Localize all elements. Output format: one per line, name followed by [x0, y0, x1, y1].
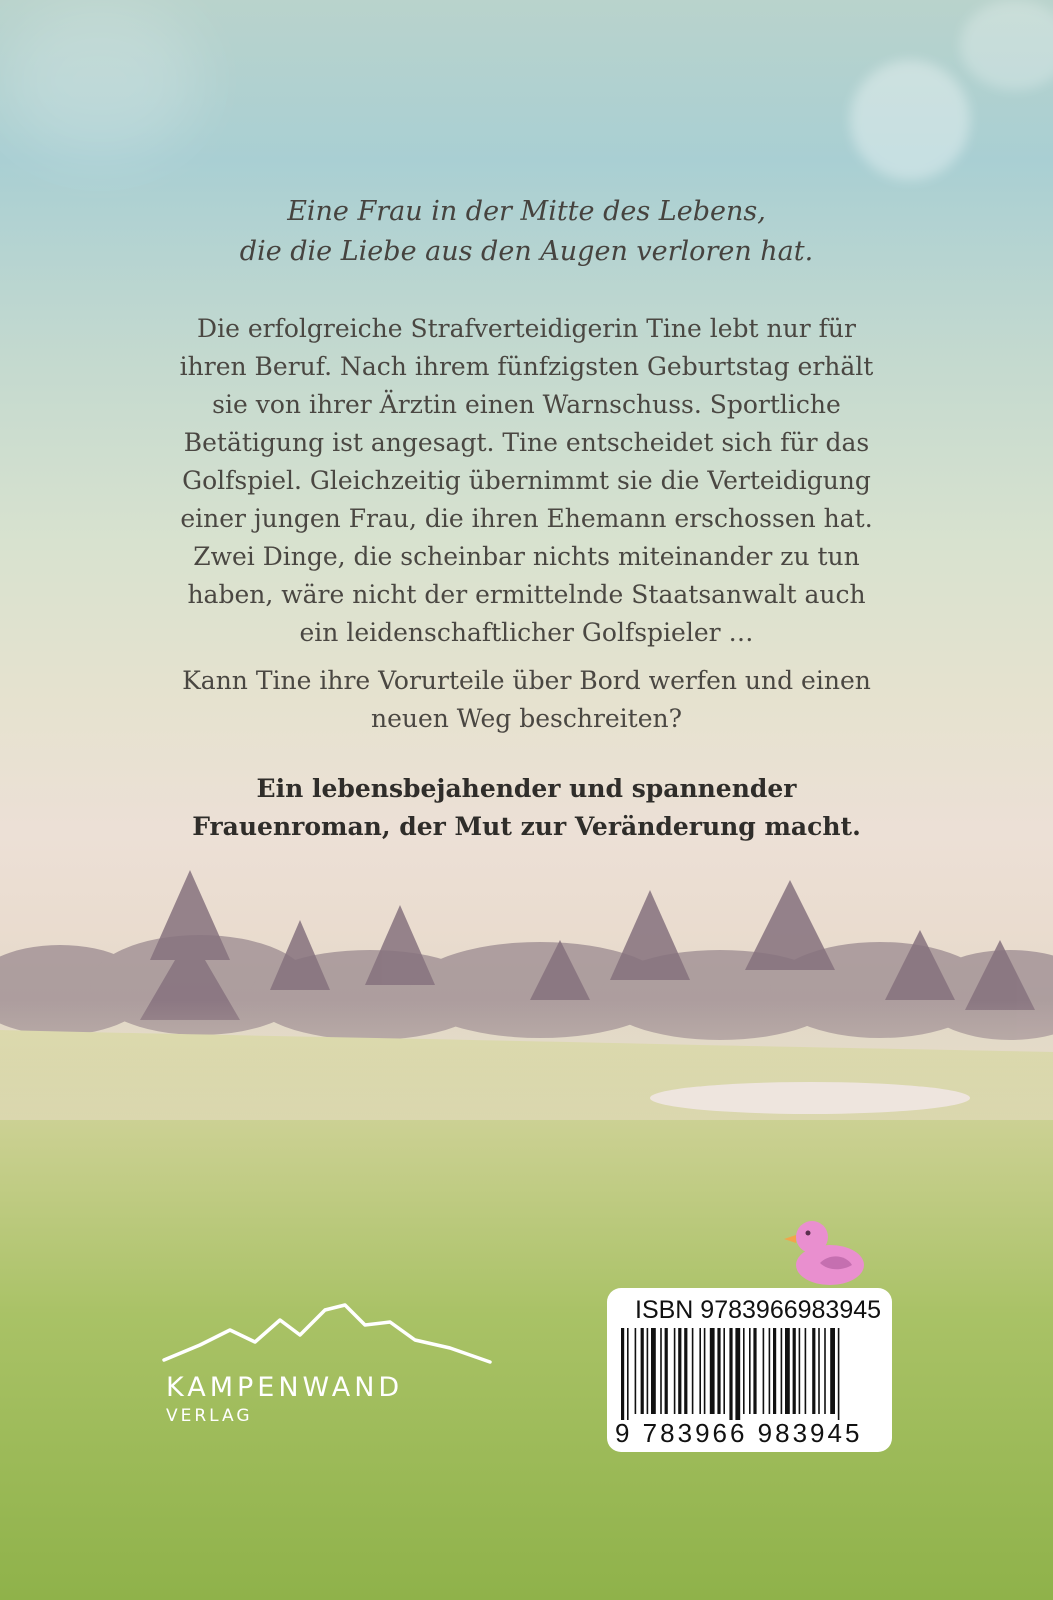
closing-line: Ein lebensbejahender und spannender	[256, 774, 797, 803]
barcode-bar	[699, 1328, 701, 1414]
tagline	[150, 192, 903, 272]
barcode-bar	[621, 1328, 624, 1420]
closing-line: Frauenroman, der Mut zur Veränderung macht.	[192, 812, 861, 841]
blurb-line: ihren Beruf. Nach ihrem fünfzigsten Geburtstag erhält	[179, 352, 874, 381]
closing-statement	[150, 770, 903, 846]
blurb-line: Golfspiel. Gleichzeitig übernimmt sie die Verteidigung	[182, 466, 871, 495]
barcode	[607, 1288, 892, 1452]
barcode-bar	[830, 1328, 835, 1414]
duck-icon	[784, 1213, 868, 1289]
barcode-bar	[723, 1328, 725, 1414]
barcode-bars	[621, 1328, 879, 1420]
barcode-bar	[799, 1328, 801, 1414]
barcode-bar	[793, 1328, 796, 1414]
barcode-bar	[781, 1328, 783, 1414]
barcode-bar	[627, 1328, 629, 1420]
barcode-bar	[763, 1328, 765, 1414]
barcode-bar	[838, 1328, 840, 1420]
question-line: neuen Weg beschreiten?	[370, 704, 683, 733]
barcode-bar	[805, 1328, 807, 1414]
barcode-bar	[692, 1328, 694, 1414]
barcode-bar	[704, 1328, 706, 1414]
isbn-digits: 9 783966 983945	[615, 1418, 863, 1448]
barcode-bar	[641, 1328, 644, 1414]
barcode-bar	[769, 1328, 771, 1414]
blurb-line: Betätigung ist angesagt. Tine entscheidet sich für das	[183, 428, 870, 457]
barcode-bar	[651, 1328, 656, 1414]
publisher-sub: VERLAG	[166, 1406, 253, 1426]
question-paragraph	[150, 662, 903, 738]
barcode-bar	[735, 1328, 740, 1420]
barcode-bar	[674, 1328, 676, 1414]
barcode-bar	[812, 1328, 815, 1414]
barcode-bar	[818, 1328, 820, 1414]
blurb-line: sie von ihrer Ärztin einen Warnschuss. Sportliche	[212, 390, 841, 419]
barcode-bar	[729, 1328, 732, 1420]
barcode-bar	[824, 1328, 826, 1414]
tagline-line: Eine Frau in der Mitte des Lebens,	[287, 196, 766, 227]
barcode-bar	[678, 1328, 681, 1414]
publisher-name: KAMPENWAND	[166, 1372, 404, 1403]
barcode-bar	[743, 1328, 745, 1414]
barcode-bar	[665, 1328, 668, 1414]
barcode-bar	[785, 1328, 790, 1414]
blurb-line: einer jungen Frau, die ihren Ehemann erschossen hat.	[180, 504, 873, 533]
blurb-paragraph	[150, 310, 903, 652]
isbn-label: ISBN 9783966983945	[635, 1296, 882, 1324]
barcode-bar	[647, 1328, 649, 1414]
barcode-bar	[710, 1328, 715, 1414]
barcode-bar	[753, 1328, 756, 1414]
barcode-bar	[717, 1328, 720, 1414]
barcode-bar	[684, 1328, 687, 1414]
blurb-line: ein leidenschaftlicher Golfspieler …	[299, 618, 754, 647]
tagline-line: die die Liebe aus den Augen verloren hat.	[239, 236, 814, 267]
barcode-bar	[635, 1328, 637, 1414]
barcode-bar	[660, 1328, 662, 1414]
blurb-line: Die erfolgreiche Strafverteidigerin Tine lebt nur für	[197, 314, 856, 343]
blurb-line: Zwei Dinge, die scheinbar nichts miteinander zu tun	[193, 542, 860, 571]
blurb-line: haben, wäre nicht der ermittelnde Staatsanwalt auch	[187, 580, 866, 609]
barcode-bar	[749, 1328, 751, 1414]
barcode-bar	[773, 1328, 776, 1414]
question-line: Kann Tine ihre Vorurteile über Bord werfen und einen	[182, 666, 871, 695]
